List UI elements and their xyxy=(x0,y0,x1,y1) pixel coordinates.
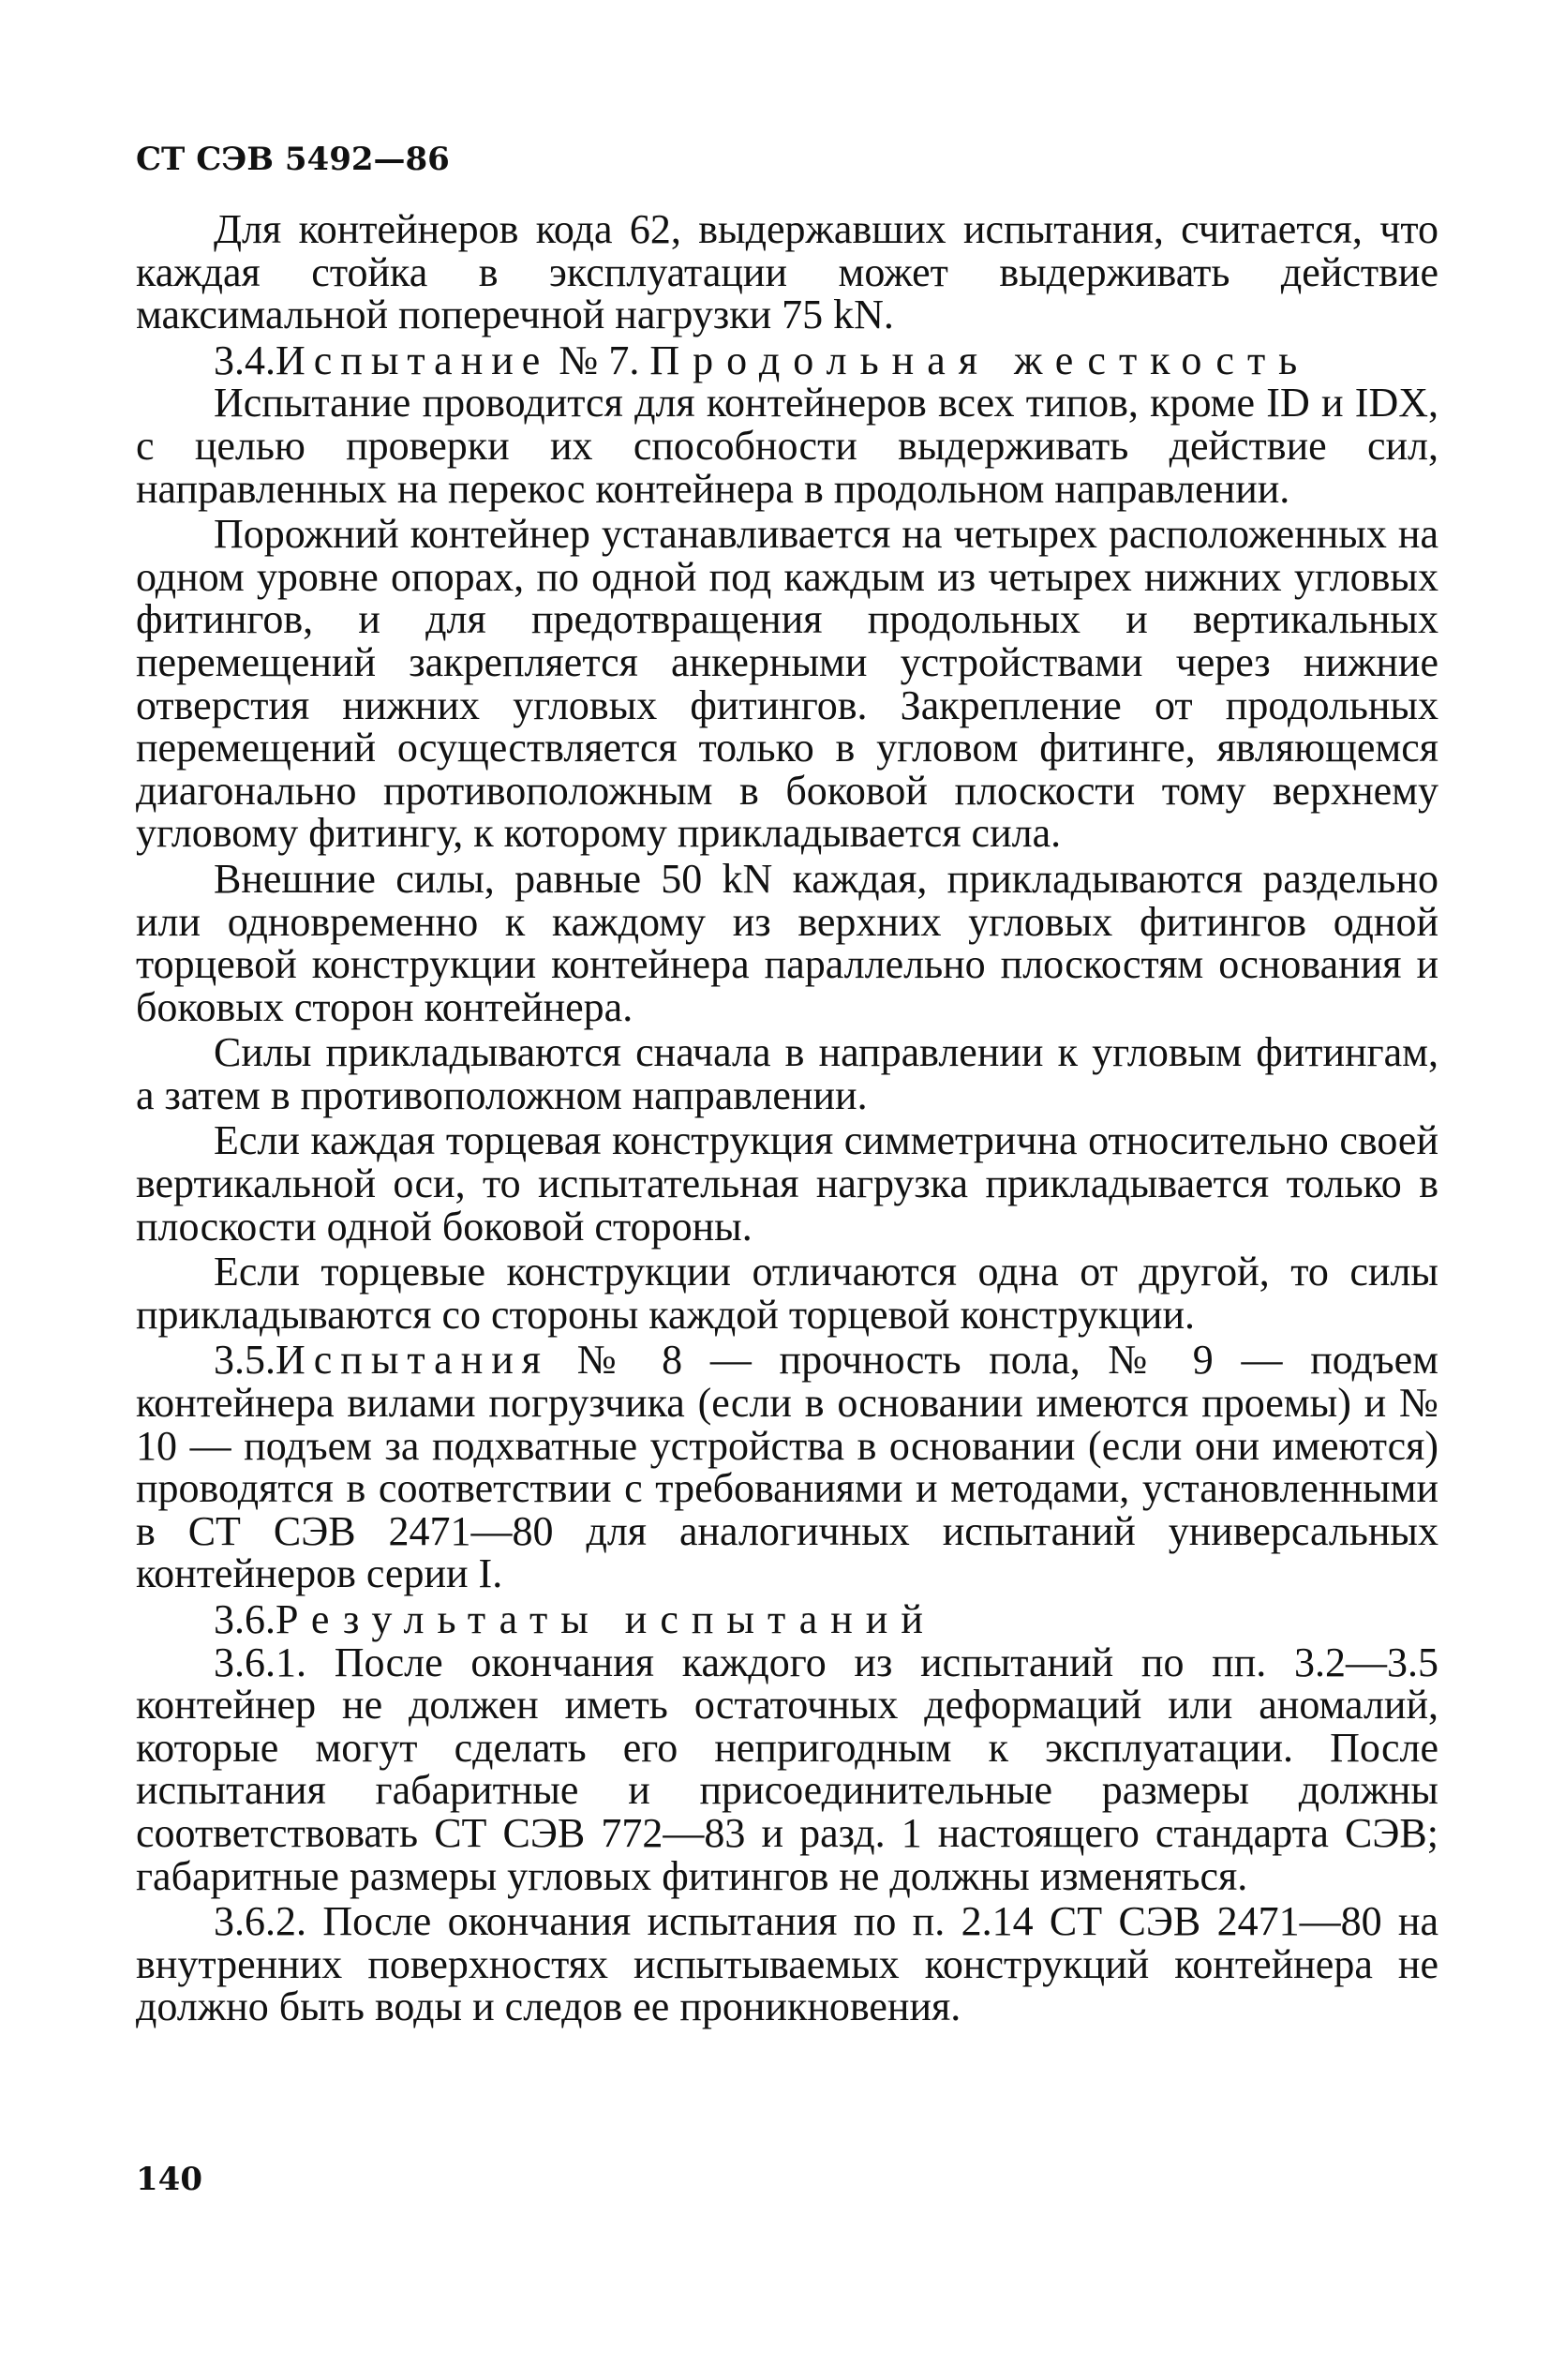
section-3-5-paragraph xyxy=(136,1339,1438,1595)
section-3-4-number: 3.4. xyxy=(214,337,276,383)
paragraph-different-ends: Если торцевые конструкции отличаются одна от другой, то силы прикладываются со стороны каждой торцевой конструкции. xyxy=(136,1249,1438,1338)
paragraph-force-direction: Силы прикладываются сначала в направлении к угловым фитингам, а затем в противоположном направлении. xyxy=(136,1029,1438,1118)
section-3-5-text: № 8 — прочность пола, № 9 — подъем контейнера вилами погрузчика (если в основании имеются проемы) и № 10 — подъем за подхватные устройства в основании (если они имеются) проводятся в соответствии с требованиями и методами, установленными в СТ СЭВ 2471—80 для аналогичных испытаний универсальных контейнеров серии I. xyxy=(136,1337,1438,1597)
paragraph-3-6-2: 3.6.2. После окончания испытания по п. 2.14 СТ СЭВ 2471—80 на внутренних поверхностях испытываемых конструкций контейнера не должно быть воды и следов ее проникновения. xyxy=(136,1898,1438,2030)
paragraph-external-forces: Внешние силы, равные 50 kN каждая, прикладываются раздельно или одновременно к каждому из верхних угловых фитингов одной торцевой конструкции контейнера параллельно плоскостям основания и боковых сторон контейнера. xyxy=(136,855,1438,1030)
section-3-6-title: Результаты испытаний xyxy=(276,1596,936,1642)
page-header: СТ СЭВ 5492—86 xyxy=(136,141,450,178)
page-number: 140 xyxy=(136,2161,202,2198)
section-3-5-number: 3.5. xyxy=(214,1337,276,1384)
document-body xyxy=(136,208,1438,2031)
paragraph-empty-container: Порожний контейнер устанавливается на четырех расположенных на одном уровне опорах, по одной под каждым из четырех нижних угловых фитингов, и для предотвращения продольных и вертикальных перемещений закрепляется анкерными устройствами через нижние отверстия нижних угловых фитингов. Закрепление от продольных перемещений осуществляется только в угловом фитинге, являющемся диагонально противоположным в боковой плоскости тому верхнему угловому фитингу, к которому прикладывается сила. xyxy=(136,511,1438,857)
section-3-4-heading xyxy=(136,339,1438,382)
section-3-5-label: Испытания xyxy=(276,1337,550,1384)
paragraph-container-code-62: Для контейнеров кода 62, выдержавших испытания, считается, что каждая стойка в эксплуатации может выдерживать действие максимальной поперечной нагрузки 75 kN. xyxy=(136,206,1438,338)
section-3-4-label: Испытание xyxy=(276,337,549,383)
section-3-6-heading xyxy=(136,1598,1438,1641)
paragraph-symmetric-end: Если каждая торцевая конструкция симметрична относительно своей вертикальной оси, то испытательная нагрузка прикладывается только в плоскости одной боковой стороны. xyxy=(136,1117,1438,1250)
section-3-4-title: Продольная жесткость xyxy=(649,337,1311,383)
section-3-4-sign: № 7. xyxy=(559,337,640,383)
paragraph-3-6-1: 3.6.1. После окончания каждого из испытаний по пп. 3.2—3.5 контейнер не должен иметь остаточных деформаций или аномалий, которые могут сделать его непригодным к эксплуатации. После испытания габаритные и присоединительные размеры должны соответствовать СТ СЭВ 772—83 и разд. 1 настоящего стандарта СЭВ; габаритные размеры угловых фитингов не должны изменяться. xyxy=(136,1639,1438,1899)
paragraph-test-scope: Испытание проводится для контейнеров всех типов, кроме ID и IDX, с целью проверки их способности выдерживать действие сил, направленных на перекос контейнера в продольном направлении. xyxy=(136,380,1438,512)
section-3-6-number: 3.6. xyxy=(214,1596,276,1642)
